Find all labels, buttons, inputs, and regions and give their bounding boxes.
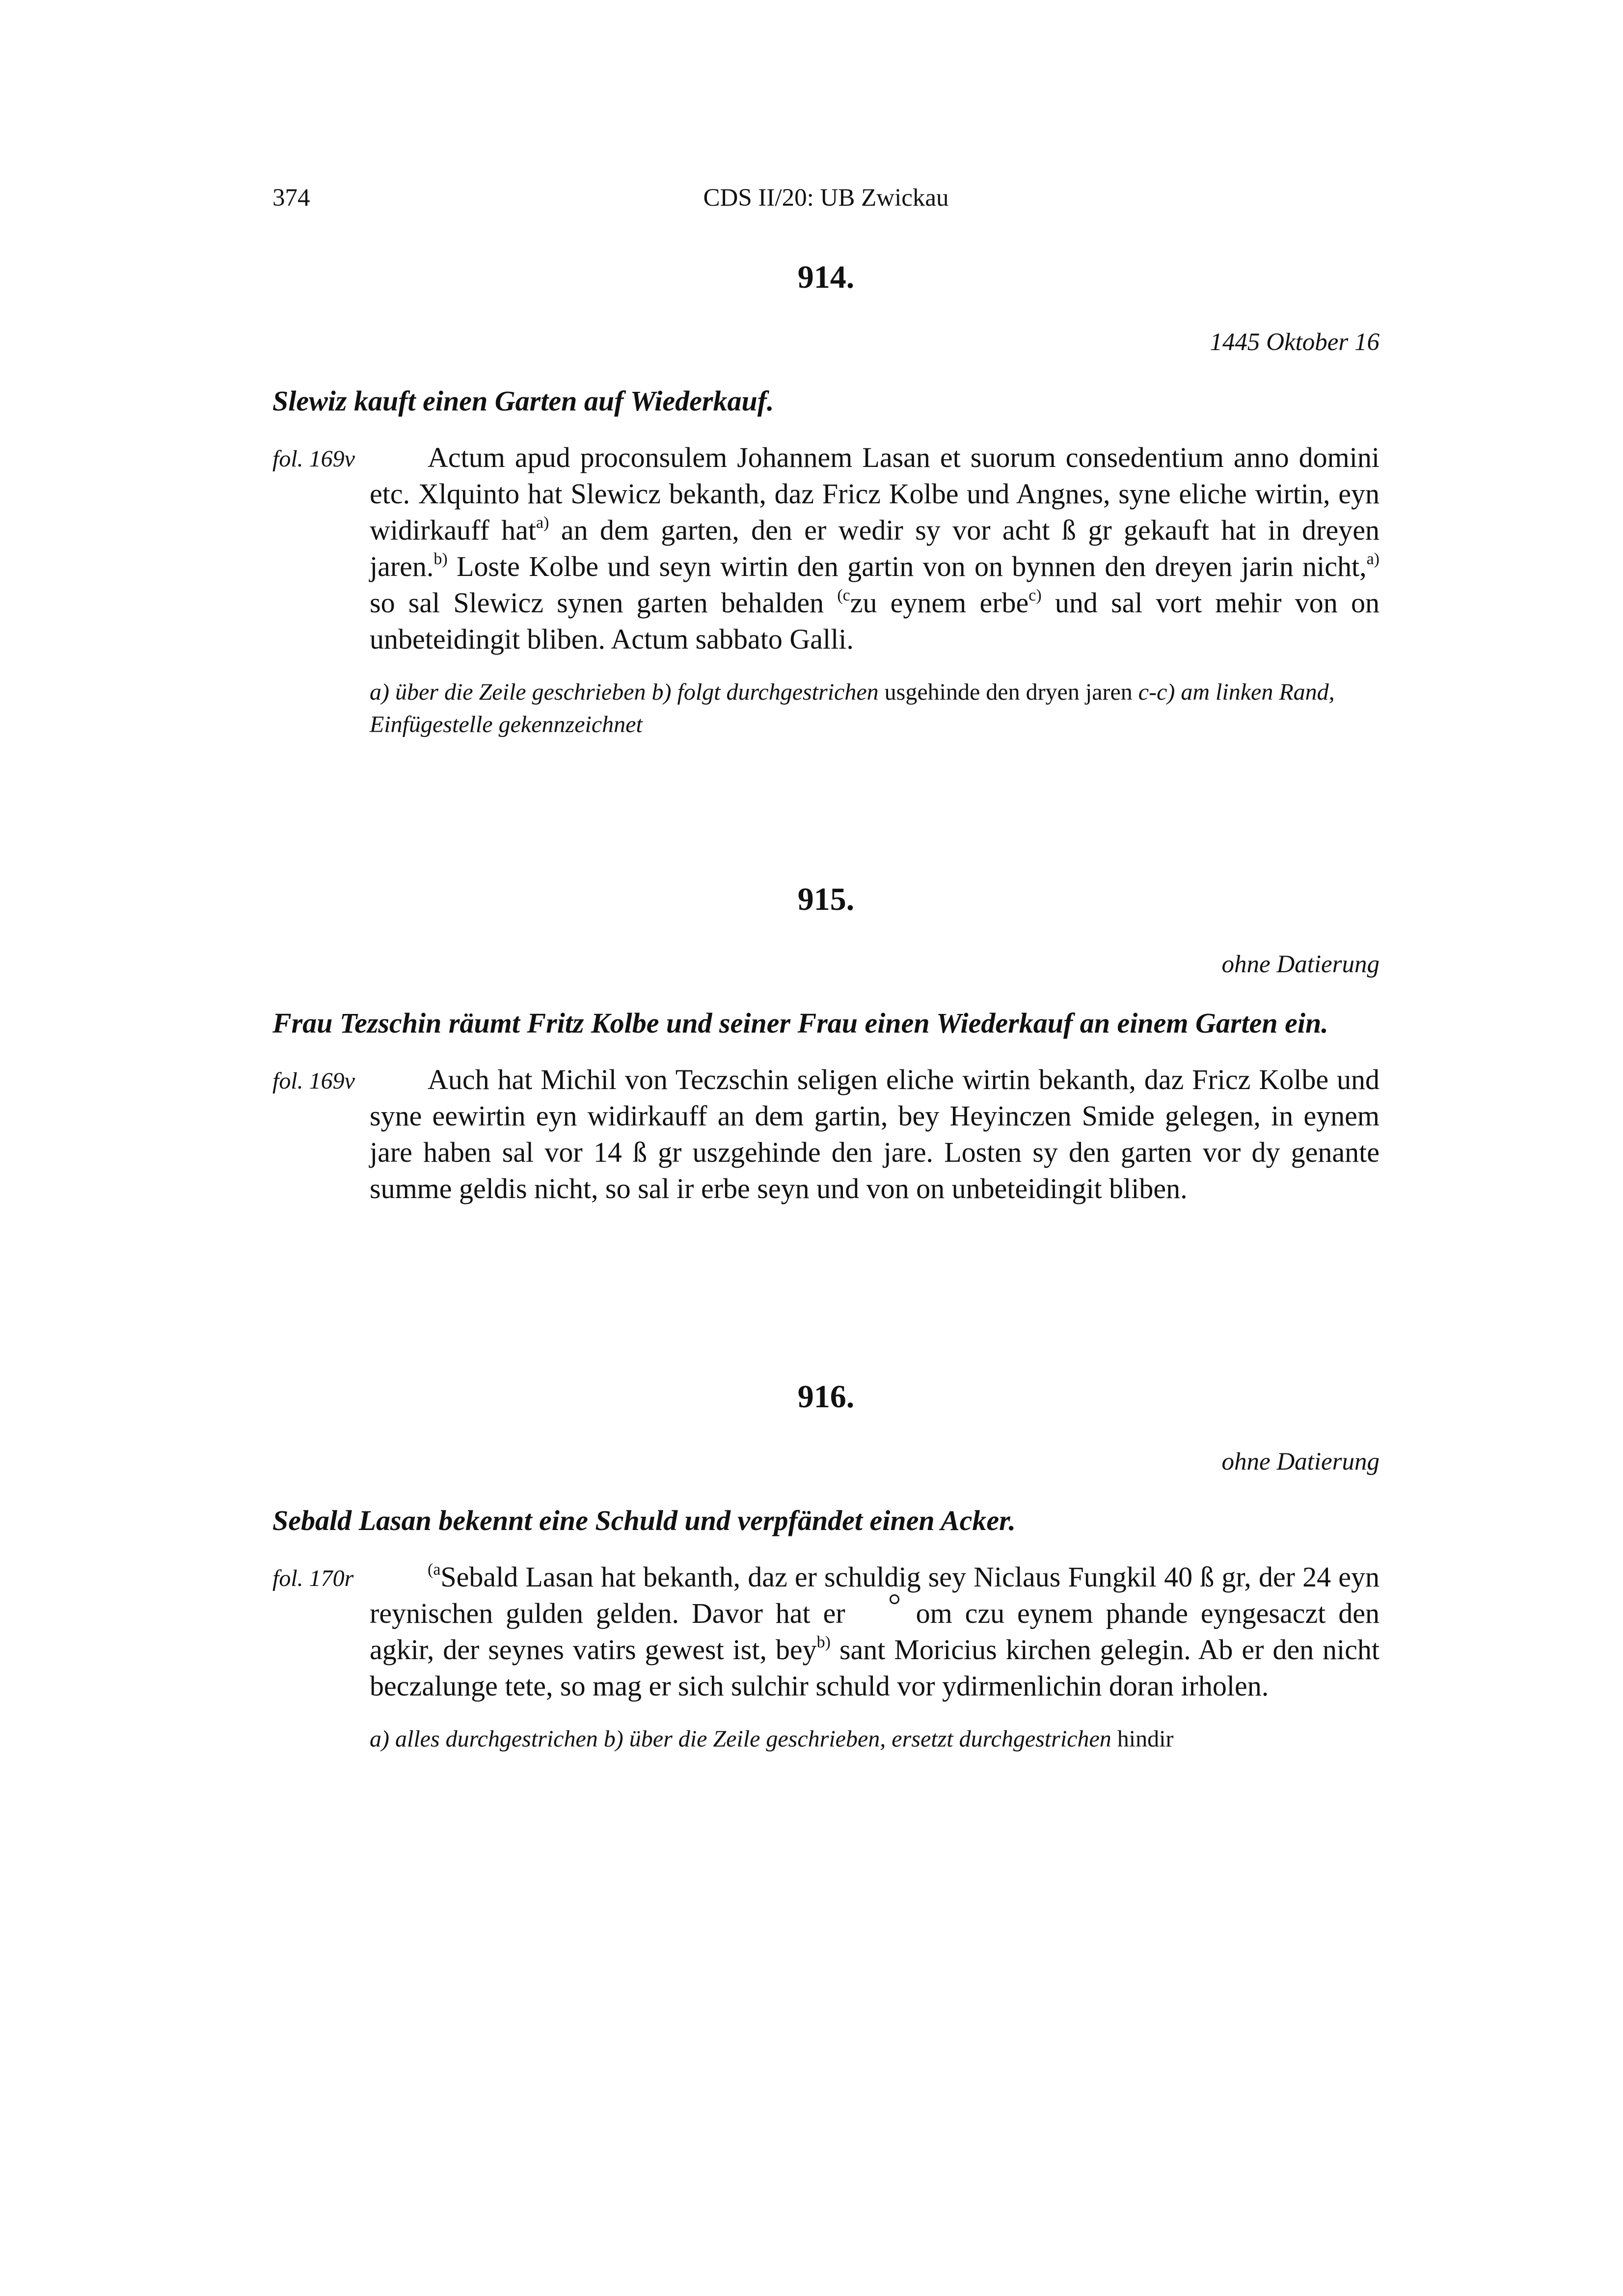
footnote-marker: a): [536, 514, 549, 532]
entry-date: 1445 Oktober 16: [1210, 328, 1380, 356]
footnote-marker: a): [1366, 550, 1380, 568]
text-run: und sal vort mehir von on unbeteidingit bliben. Actum sabbato Galli.: [370, 587, 1380, 655]
footnote-quote: hindir: [1117, 1726, 1174, 1752]
footnote-text: a) alles durchgestrichen b) über die Zeile geschrieben, ersetzt durchgestrichen: [370, 1726, 1117, 1752]
text-run: sant Moricius kirchen gelegin. Ab er den nicht beczalunge tete, so mag er sich sulchir schuld vor ydirmenlichin doran irholen.: [370, 1634, 1380, 1702]
entry-916: [272, 1377, 1380, 1755]
entry-number: 916.: [797, 1379, 855, 1415]
folio-reference: fol. 170r: [272, 1565, 354, 1591]
footnote-marker: (c: [837, 586, 850, 604]
footnote-quote: usgehinde den dryen jaren: [884, 679, 1133, 705]
running-title: CDS II/20: UB Zwickau: [703, 184, 949, 212]
entry-number: 914.: [797, 259, 855, 295]
footnote-text: a) über die Zeile geschrieben b) folgt durchgestrichen: [370, 679, 885, 705]
running-header: [272, 181, 1380, 215]
footnotes: [370, 676, 1380, 741]
text-run: Loste Kolbe und seyn wirtin den gartin von on bynnen den dreyen jarin nicht,: [447, 550, 1367, 582]
text-run: Actum apud proconsulem Johannem Lasan et suorum consedentium anno domini etc. Xlquinto hat Slewicz bekanth, daz Fricz Kolbe und Angnes, syne eliche wirtin, eyn widirkauff hat: [370, 441, 1380, 546]
entry-date: ohne Datierung: [1221, 951, 1380, 978]
text-run: Sebald Lasan hat bekanth, daz er schuldig sey Niclaus Fungkil 40 ß gr, der 24 eyn reynischen gulden gelden. Davor hat er: [370, 1561, 1380, 1629]
entry-body: [272, 1062, 1380, 1207]
entry-text: [370, 1559, 1380, 1704]
entry-title: Frau Tezschin räumt Fritz Kolbe und seiner Frau einen Wiederkauf an einem Garten ein.: [272, 1007, 1328, 1039]
text-run: an dem garten, den er wedir sy vor acht ß gr gekauft hat in dreyen jaren.: [370, 514, 1380, 582]
footnotes: [370, 1723, 1380, 1755]
o-with-ring-glyph: o: [858, 1595, 930, 1632]
footnote-marker: b): [433, 550, 448, 568]
page-number: 374: [272, 184, 310, 212]
entry-title: Sebald Lasan bekennt eine Schuld und verpfändet einen Acker.: [272, 1504, 1016, 1536]
text-run: Auch hat Michil von Teczschin seligen eliche wirtin bekanth, daz Fricz Kolbe und syne eewirtin eyn widirkauff an dem gartin, bey Heyinczen Smide gelegen, in eynem jare haben sal vor 14 ß gr uszgehinde den jare. Losten sy den garten vor dy genante summe geldis nicht, so sal ir erbe seyn und von on unbeteidingit bliben.: [370, 1064, 1380, 1204]
entry-text: [370, 439, 1380, 657]
text-run: zu eynem erbe: [850, 587, 1029, 619]
text-run: so sal Slewicz synen garten behalden: [370, 587, 838, 619]
folio-reference: fol. 169v: [272, 446, 355, 472]
entry-body: [272, 1559, 1380, 1755]
entry-date: ohne Datierung: [1221, 1448, 1380, 1476]
entry-914: [272, 258, 1380, 741]
entry-title: Slewiz kauft einen Garten auf Wiederkauf.: [272, 385, 774, 417]
text-run: m czu eynem phande eyngesaczt den agkir, der seynes vatirs gewest ist, bey: [370, 1597, 1380, 1666]
entry-text: [370, 1062, 1380, 1207]
footnote-marker: (a: [428, 1560, 441, 1579]
folio-reference: fol. 169v: [272, 1068, 355, 1094]
entry-body: [272, 439, 1380, 741]
footnote-marker: b): [816, 1633, 831, 1651]
footnote-marker: c): [1028, 586, 1042, 604]
entry-number: 915.: [797, 881, 855, 917]
footnote-text: c-c) am linken Rand, Einfügestelle gekennzeichnet: [370, 679, 1335, 738]
entry-915: [272, 880, 1380, 1207]
